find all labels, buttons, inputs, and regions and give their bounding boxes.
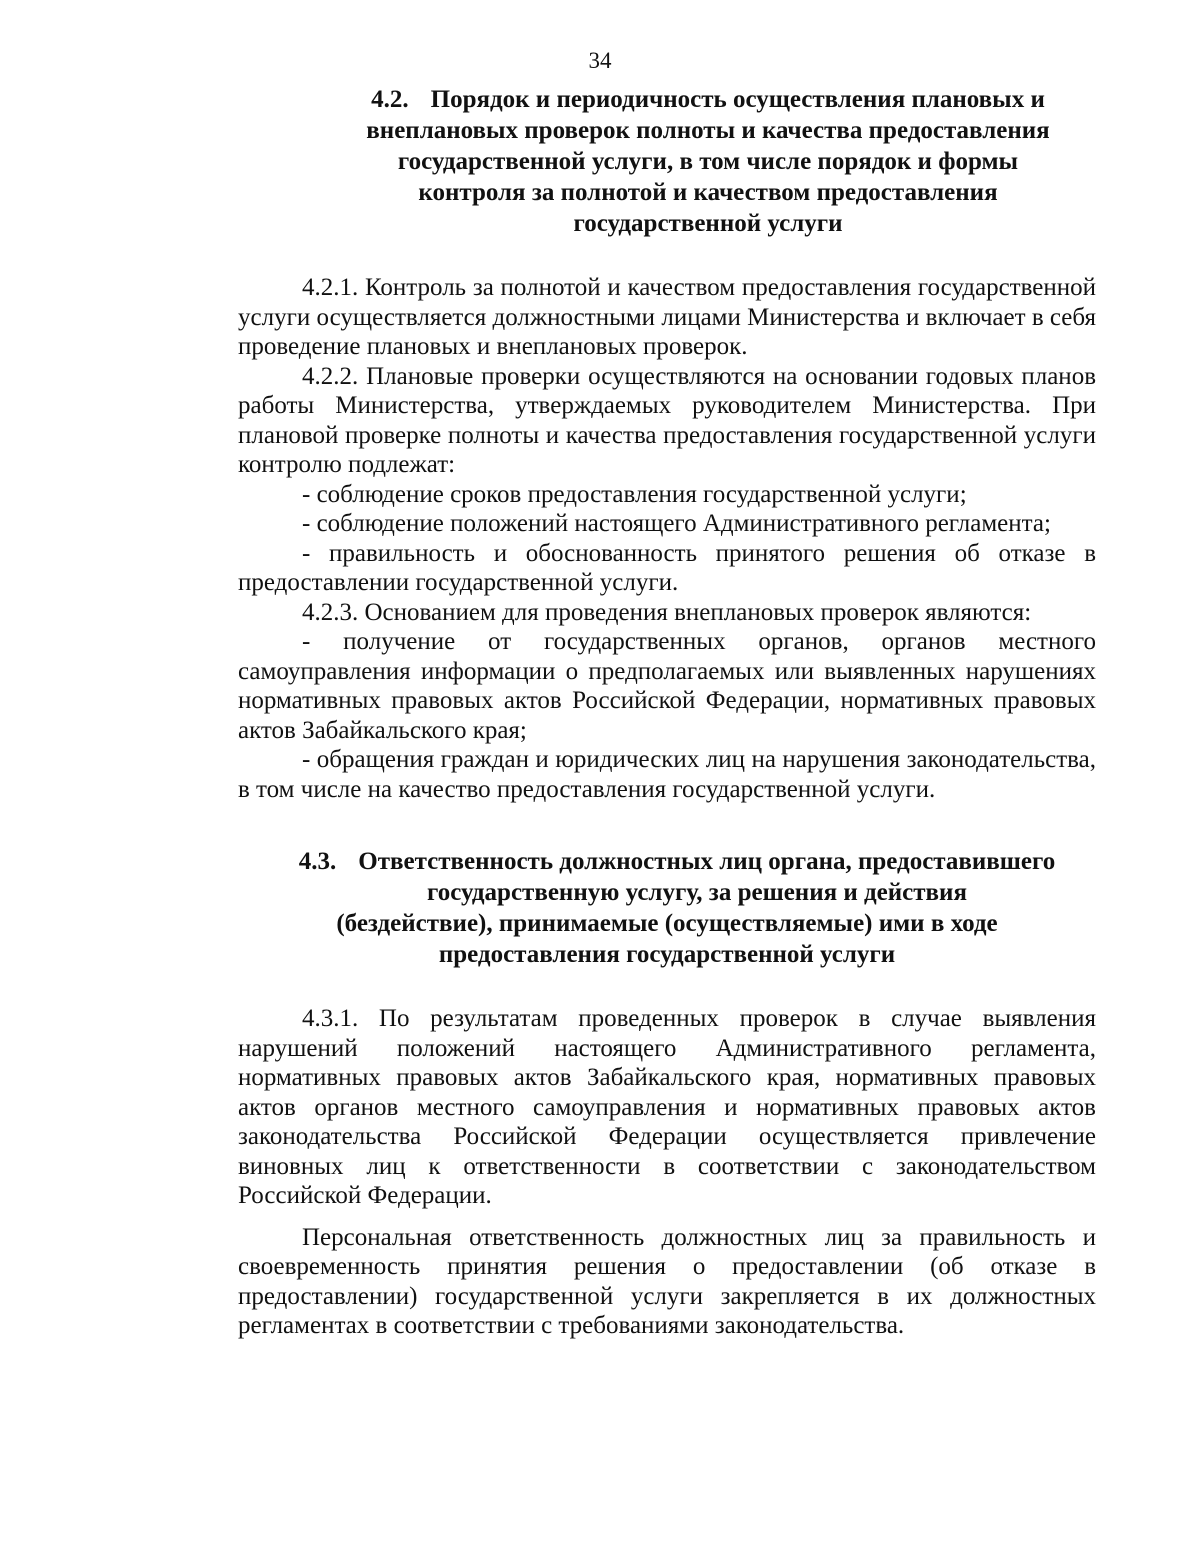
section-4-3-heading xyxy=(238,846,1096,970)
section-4-3-body xyxy=(238,1004,1096,1341)
paragraph-4-3-1: 4.3.1. По результатам проведенных проверок в случае выявления нарушений положений настоящего Административного регламента, нормативных правовых актов Забайкальского края, нормативных правовых актов органов местного самоуправления и нормативных правовых актов законодательства Российской Федерации осуществляется привлечение виновных лиц к ответственности в соответствии с законодательством Российской Федерации. xyxy=(238,1005,1096,1209)
heading-line: контроля за полнотой и качеством предоставления xyxy=(418,179,998,206)
list-item: - соблюдение положений настоящего Административного регламента; xyxy=(302,510,1051,537)
heading-line: предоставления государственной услуги xyxy=(438,941,896,968)
section-4-2-body xyxy=(238,273,1096,804)
page-number: 34 xyxy=(588,48,612,73)
section-4-2-heading xyxy=(298,84,1118,239)
section-number: 4.3. xyxy=(298,848,337,875)
heading-text: Ответственность должностных лиц органа, предоставившего xyxy=(358,848,1056,875)
list-item: - соблюдение сроков предоставления государственной услуги; xyxy=(302,480,967,508)
list-item: - обращения граждан и юридических лиц на нарушения законодательства, в том числе на качество предоставления государственной услуги. xyxy=(238,746,1096,803)
heading-text: Порядок и периодичность осуществления плановых и xyxy=(430,86,1045,113)
document-body xyxy=(238,84,1096,1341)
heading-line: государственную услугу, за решения и действия xyxy=(426,879,967,906)
heading-line: государственной услуги xyxy=(573,210,843,237)
heading-line: государственной услуги, в том числе порядок и формы xyxy=(397,148,1019,175)
heading-line: (бездействие), принимаемые (осуществляемые) ими в ходе xyxy=(336,910,998,937)
paragraph-personal-responsibility: Персональная ответственность должностных лиц за правильность и своевременность принятия решения о предоставлении (об отказе в предоставлении) государственной услуги закрепляется в их должностных регламентах в соответствии с требованиями законодательства. xyxy=(238,1223,1096,1339)
paragraph-4-2-1: 4.2.1. Контроль за полнотой и качеством предоставления государственной услуги осуществляется должностными лицами Министерства и включает в себя проведение плановых и внеплановых проверок. xyxy=(238,274,1096,360)
section-number: 4.2. xyxy=(371,86,409,113)
paragraph-4-2-3: 4.2.3. Основанием для проведения внеплановых проверок являются: xyxy=(302,598,1032,626)
heading-line xyxy=(298,84,1118,115)
list-item: - получение от государственных органов, органов местного самоуправления информации о предполагаемых или выявленных нарушениях нормативных правовых актов Российской Федерации, нормативных правовых актов Забайкальского края; xyxy=(238,628,1096,744)
heading-line: внеплановых проверок полноты и качества предоставления xyxy=(366,117,1050,144)
list-item: - правильность и обоснованность принятого решения об отказе в предоставлении государственной услуги. xyxy=(238,539,1096,596)
heading-line xyxy=(238,846,1096,877)
paragraph-4-2-2: 4.2.2. Плановые проверки осуществляются на основании годовых планов работы Министерства, утверждаемых руководителем Министерства. При плановой проверке полноты и качества предоставления государственной услуги контролю подлежат: xyxy=(238,362,1096,478)
